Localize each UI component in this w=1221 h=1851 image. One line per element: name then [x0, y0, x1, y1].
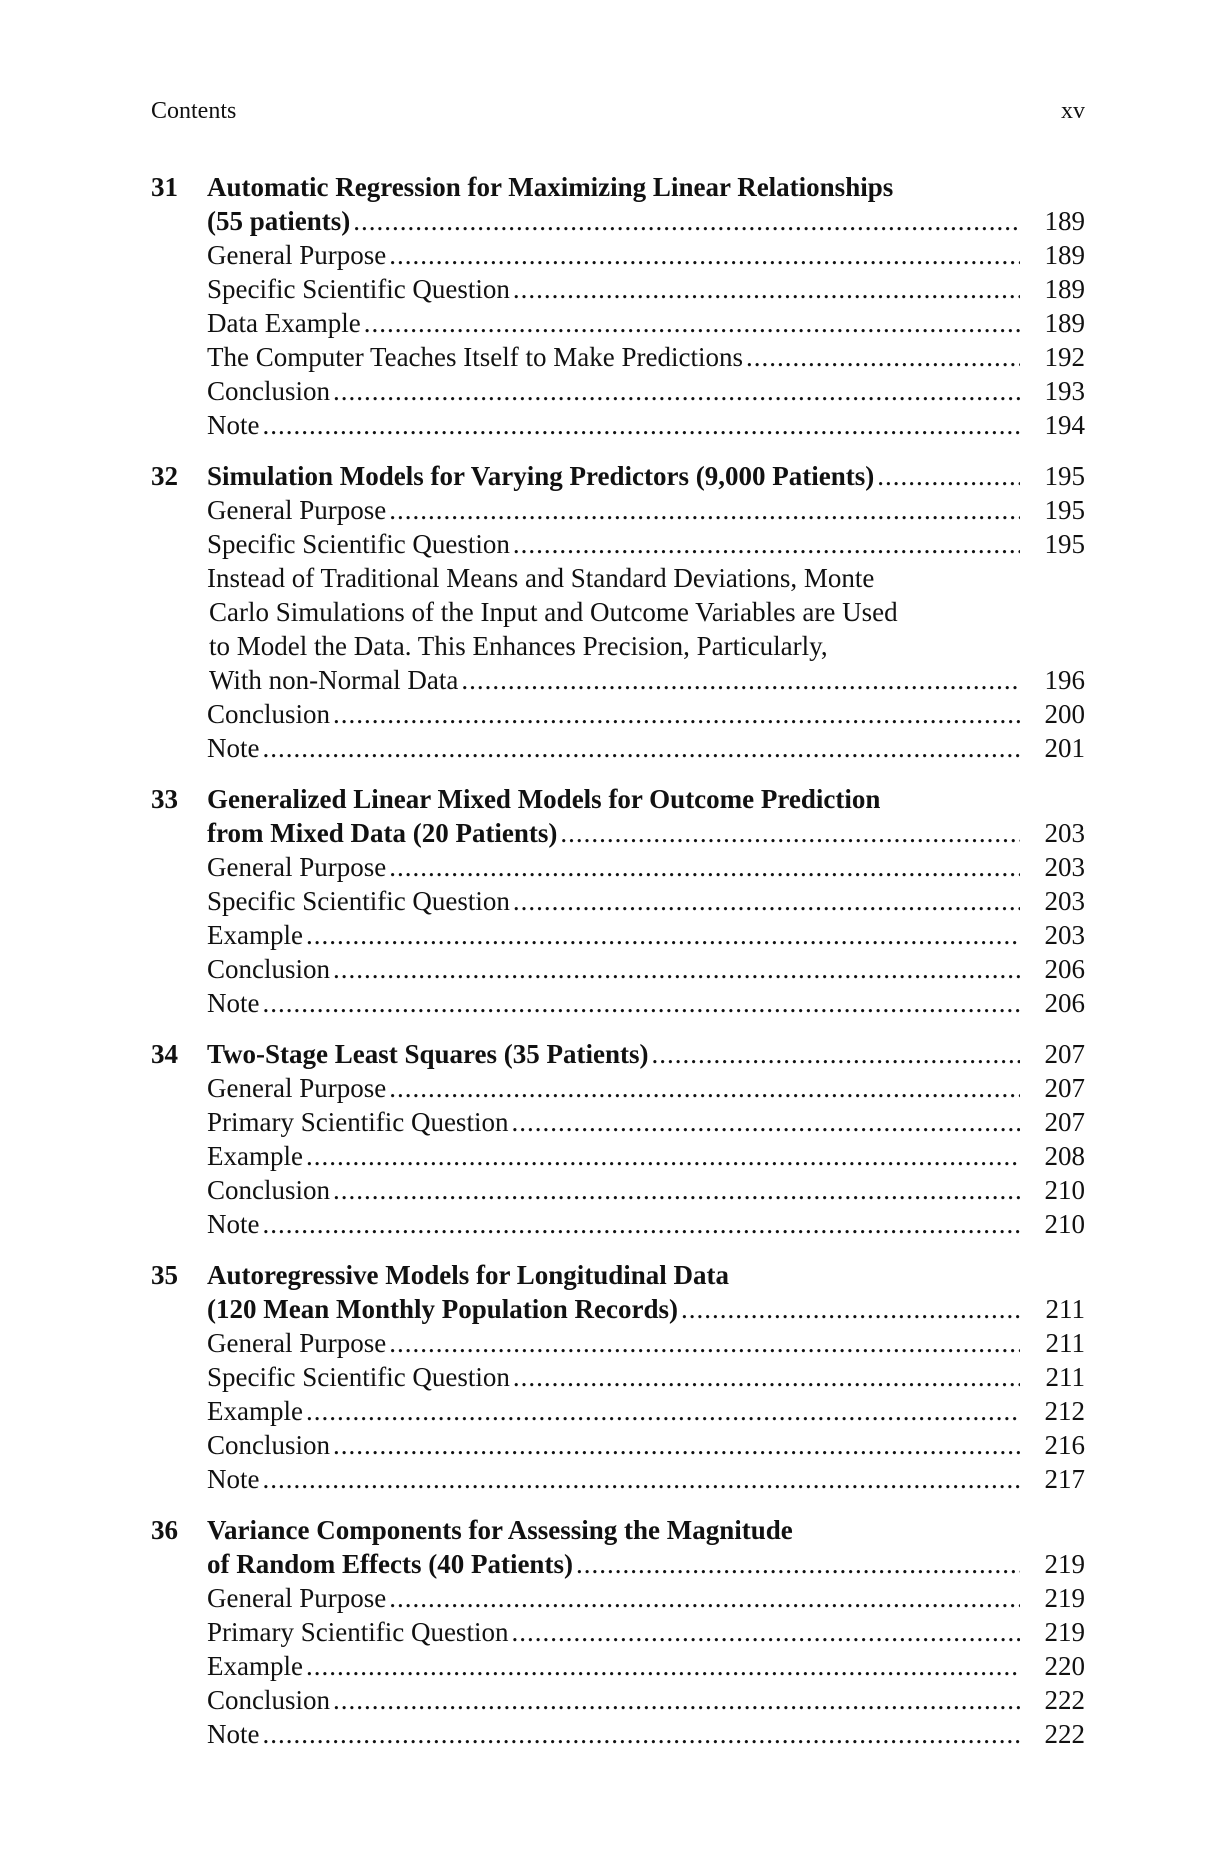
dot-leader [576, 1547, 1020, 1581]
entry-page-number: 206 [1044, 954, 1085, 984]
toc-entry[interactable] [151, 952, 1085, 986]
entry-page-number: 219 [1044, 1617, 1085, 1647]
entry-body [207, 1326, 1023, 1360]
chapter-31 [151, 170, 1085, 442]
section-title: Specific Scientific Question [207, 529, 510, 559]
entry-body [207, 1428, 1023, 1462]
section-title: General Purpose [207, 495, 387, 525]
section-title: General Purpose [207, 1583, 387, 1613]
entry-body [207, 1207, 1023, 1241]
dot-leader [511, 1615, 1020, 1649]
entry-page-number: 203 [1044, 920, 1085, 950]
entry-page-number: 210 [1044, 1209, 1085, 1239]
dot-leader [333, 1173, 1020, 1207]
entry-body [207, 1139, 1023, 1173]
toc-entry[interactable] [151, 850, 1085, 884]
dot-leader [262, 986, 1020, 1020]
entry-body [207, 527, 1023, 561]
toc-entry[interactable] [151, 1139, 1085, 1173]
entry-page-number: 212 [1044, 1396, 1085, 1426]
entry-body [207, 1513, 1023, 1547]
entry-body [207, 918, 1023, 952]
dot-leader [389, 238, 1020, 272]
dot-leader [746, 340, 1020, 374]
toc-entry[interactable] [151, 731, 1085, 765]
entry-body [207, 629, 1023, 663]
section-title: Example [207, 1141, 303, 1171]
entry-body [207, 1258, 1023, 1292]
toc-entry[interactable] [151, 663, 1085, 697]
toc-entry[interactable] [151, 1649, 1085, 1683]
chapter-35 [151, 1258, 1085, 1496]
entry-body [207, 1292, 1023, 1326]
chapter-34 [151, 1037, 1085, 1241]
toc-entry[interactable] [151, 408, 1085, 442]
entry-page-number: 207 [1044, 1073, 1085, 1103]
section-title: Note [207, 988, 260, 1018]
entry-body [207, 1683, 1023, 1717]
entry-page-number: 217 [1044, 1464, 1085, 1494]
entry-page-number: 193 [1044, 376, 1085, 406]
entry-body [207, 170, 1023, 204]
chapter-number: 33 [151, 784, 178, 814]
dot-leader [262, 731, 1020, 765]
entry-body [207, 1105, 1023, 1139]
dot-leader [353, 204, 1020, 238]
chapter-title-line[interactable] [151, 1547, 1085, 1581]
toc-entry[interactable] [151, 1683, 1085, 1717]
dot-leader [651, 1037, 1020, 1071]
running-header-title: Contents [151, 98, 237, 124]
chapter-title-line[interactable] [151, 1037, 1085, 1071]
entry-body [207, 1462, 1023, 1496]
entry-body [207, 595, 1023, 629]
toc-entry[interactable] [151, 595, 1085, 629]
section-title: Primary Scientific Question [207, 1617, 509, 1647]
section-title: General Purpose [207, 1328, 387, 1358]
entry-page-number: 201 [1044, 733, 1085, 763]
toc-entry[interactable] [151, 493, 1085, 527]
dot-leader [389, 1581, 1020, 1615]
section-title: Example [207, 1396, 303, 1426]
chapter-title-line[interactable] [151, 782, 1085, 816]
section-title: Data Example [207, 308, 361, 338]
dot-leader [333, 1428, 1020, 1462]
entry-body [207, 306, 1023, 340]
entry-page-number: 219 [1044, 1549, 1085, 1579]
entry-page-number: 194 [1044, 410, 1085, 440]
entry-body [207, 697, 1023, 731]
section-title: Conclusion [207, 1175, 331, 1205]
chapter-number: 36 [151, 1515, 178, 1545]
chapter-title: of Random Effects (40 Patients) [207, 1549, 573, 1579]
entry-page-number: 211 [1045, 1294, 1085, 1324]
chapter-title-line[interactable] [151, 459, 1085, 493]
section-title: Primary Scientific Question [207, 1107, 509, 1137]
toc-entry[interactable] [151, 1360, 1085, 1394]
entry-page-number: 189 [1044, 274, 1085, 304]
entry-body [207, 731, 1023, 765]
toc-entry[interactable] [151, 1615, 1085, 1649]
entry-body [207, 1547, 1023, 1581]
section-title: Conclusion [207, 376, 331, 406]
entry-page-number: 208 [1044, 1141, 1085, 1171]
toc-entry[interactable] [151, 1581, 1085, 1615]
section-title: Conclusion [207, 1430, 331, 1460]
section-title: Note [207, 1464, 260, 1494]
chapter-title-line[interactable] [151, 1258, 1085, 1292]
entry-page-number: 195 [1044, 495, 1085, 525]
chapter-number: 34 [151, 1039, 178, 1069]
dot-leader [389, 493, 1020, 527]
section-title: Conclusion [207, 1685, 331, 1715]
toc-entry[interactable] [151, 561, 1085, 595]
chapter-title: Autoregressive Models for Longitudinal Data [207, 1260, 730, 1290]
section-title: The Computer Teaches Itself to Make Predictions [207, 342, 743, 372]
chapter-number: 31 [151, 172, 178, 202]
section-title: Carlo Simulations of the Input and Outcome Variables are Used [209, 597, 898, 627]
dot-leader [364, 306, 1020, 340]
toc-entry[interactable] [151, 1428, 1085, 1462]
entry-page-number: 189 [1044, 206, 1085, 236]
entry-body [207, 1071, 1023, 1105]
chapter-title: Two-Stage Least Squares (35 Patients) [207, 1039, 649, 1069]
entry-body [207, 204, 1023, 238]
entry-body [207, 1615, 1023, 1649]
entry-page-number: 189 [1044, 308, 1085, 338]
entry-body [207, 493, 1023, 527]
dot-leader [513, 884, 1020, 918]
dot-leader [560, 816, 1020, 850]
section-title: General Purpose [207, 852, 387, 882]
dot-leader [389, 1326, 1020, 1360]
dot-leader [513, 272, 1020, 306]
dot-leader [513, 527, 1020, 561]
chapter-title-line[interactable] [151, 816, 1085, 850]
toc-entry[interactable] [151, 1717, 1085, 1751]
section-title: Instead of Traditional Means and Standard Deviations, Monte [207, 563, 875, 593]
entry-page-number: 222 [1044, 1685, 1085, 1715]
chapter-title: Automatic Regression for Maximizing Linear Relationships [207, 172, 894, 202]
page-number: xv [1061, 98, 1085, 124]
entry-body [207, 238, 1023, 272]
chapter-title-line[interactable] [151, 1513, 1085, 1547]
toc-entry[interactable] [151, 374, 1085, 408]
entry-body [207, 952, 1023, 986]
entry-page-number: 203 [1044, 852, 1085, 882]
dot-leader [262, 408, 1020, 442]
running-header [151, 96, 1085, 126]
entry-body [207, 663, 1023, 697]
toc-entry[interactable] [151, 1394, 1085, 1428]
section-title: Note [207, 1209, 260, 1239]
entry-body [207, 986, 1023, 1020]
dot-leader [389, 850, 1020, 884]
toc-entry[interactable] [151, 238, 1085, 272]
toc-entry[interactable] [151, 527, 1085, 561]
toc-entry[interactable] [151, 1462, 1085, 1496]
entry-body [207, 1581, 1023, 1615]
section-title: Note [207, 733, 260, 763]
entry-page-number: 195 [1044, 529, 1085, 559]
entry-page-number: 200 [1044, 699, 1085, 729]
dot-leader [333, 697, 1020, 731]
section-title: With non-Normal Data [209, 665, 459, 695]
dot-leader [306, 1139, 1020, 1173]
entry-body [207, 272, 1023, 306]
entry-body [207, 1360, 1023, 1394]
entry-page-number: 207 [1044, 1039, 1085, 1069]
entry-body [207, 1173, 1023, 1207]
entry-page-number: 216 [1044, 1430, 1085, 1460]
entry-body [207, 459, 1023, 493]
dot-leader [262, 1207, 1020, 1241]
section-title: Note [207, 1719, 260, 1749]
toc-entry[interactable] [151, 884, 1085, 918]
entry-body [207, 408, 1023, 442]
entry-page-number: 211 [1045, 1362, 1085, 1392]
dot-leader [877, 459, 1020, 493]
section-title: General Purpose [207, 1073, 387, 1103]
section-title: Note [207, 410, 260, 440]
toc-entry[interactable] [151, 1071, 1085, 1105]
entry-page-number: 195 [1044, 461, 1085, 491]
chapter-number: 35 [151, 1260, 178, 1290]
entry-page-number: 196 [1044, 665, 1085, 695]
chapter-title: from Mixed Data (20 Patients) [207, 818, 558, 848]
dot-leader [461, 663, 1020, 697]
entry-page-number: 192 [1044, 342, 1085, 372]
chapter-title: Variance Components for Assessing the Magnitude [207, 1515, 793, 1545]
toc-entry[interactable] [151, 697, 1085, 731]
entry-body [207, 884, 1023, 918]
dot-leader [306, 918, 1020, 952]
section-title: Example [207, 920, 303, 950]
toc-entry[interactable] [151, 986, 1085, 1020]
toc-entry[interactable] [151, 272, 1085, 306]
entry-body [207, 340, 1023, 374]
toc-entry[interactable] [151, 1326, 1085, 1360]
section-title: Specific Scientific Question [207, 274, 510, 304]
chapter-32 [151, 459, 1085, 765]
section-title: General Purpose [207, 240, 387, 270]
chapter-title-line[interactable] [151, 1292, 1085, 1326]
entry-page-number: 207 [1044, 1107, 1085, 1137]
section-title: Specific Scientific Question [207, 1362, 510, 1392]
toc-entry[interactable] [151, 918, 1085, 952]
section-title: Conclusion [207, 699, 331, 729]
dot-leader [306, 1394, 1020, 1428]
toc-entry[interactable] [151, 1207, 1085, 1241]
chapter-title-line[interactable] [151, 170, 1085, 204]
entry-body [207, 782, 1023, 816]
chapter-title-line[interactable] [151, 204, 1085, 238]
section-title: Example [207, 1651, 303, 1681]
entry-page-number: 211 [1045, 1328, 1085, 1358]
entry-body [207, 374, 1023, 408]
dot-leader [513, 1360, 1020, 1394]
entry-page-number: 189 [1044, 240, 1085, 270]
entry-page-number: 219 [1044, 1583, 1085, 1613]
section-title: Conclusion [207, 954, 331, 984]
dot-leader [262, 1462, 1020, 1496]
section-title: to Model the Data. This Enhances Precision, Particularly, [209, 631, 828, 661]
chapter-title: (55 patients) [207, 206, 351, 236]
dot-leader [681, 1292, 1020, 1326]
entry-page-number: 203 [1044, 886, 1085, 916]
entry-page-number: 203 [1044, 818, 1085, 848]
dot-leader [262, 1717, 1020, 1751]
chapter-title: (120 Mean Monthly Population Records) [207, 1294, 678, 1324]
entry-page-number: 210 [1044, 1175, 1085, 1205]
toc-entry[interactable] [151, 306, 1085, 340]
toc-entry[interactable] [151, 1105, 1085, 1139]
dot-leader [333, 374, 1020, 408]
section-title: Specific Scientific Question [207, 886, 510, 916]
entry-body [207, 850, 1023, 884]
entry-body [207, 816, 1023, 850]
chapter-title: Generalized Linear Mixed Models for Outcome Prediction [207, 784, 881, 814]
entry-body [207, 1717, 1023, 1751]
chapter-36 [151, 1513, 1085, 1751]
entry-page-number: 222 [1044, 1719, 1085, 1749]
chapter-33 [151, 782, 1085, 1020]
entry-page-number: 220 [1044, 1651, 1085, 1681]
toc-entry[interactable] [151, 340, 1085, 374]
dot-leader [389, 1071, 1020, 1105]
dot-leader [306, 1649, 1020, 1683]
dot-leader [333, 1683, 1020, 1717]
entry-body [207, 1037, 1023, 1071]
entry-body [207, 1649, 1023, 1683]
entry-body [207, 1394, 1023, 1428]
entry-body [207, 561, 1023, 595]
dot-leader [333, 952, 1020, 986]
entry-page-number: 206 [1044, 988, 1085, 1018]
dot-leader [511, 1105, 1020, 1139]
toc-entry[interactable] [151, 629, 1085, 663]
chapter-title: Simulation Models for Varying Predictors (9,000 Patients) [207, 461, 875, 491]
chapter-number: 32 [151, 461, 178, 491]
table-of-contents [151, 170, 1085, 1768]
toc-entry[interactable] [151, 1173, 1085, 1207]
